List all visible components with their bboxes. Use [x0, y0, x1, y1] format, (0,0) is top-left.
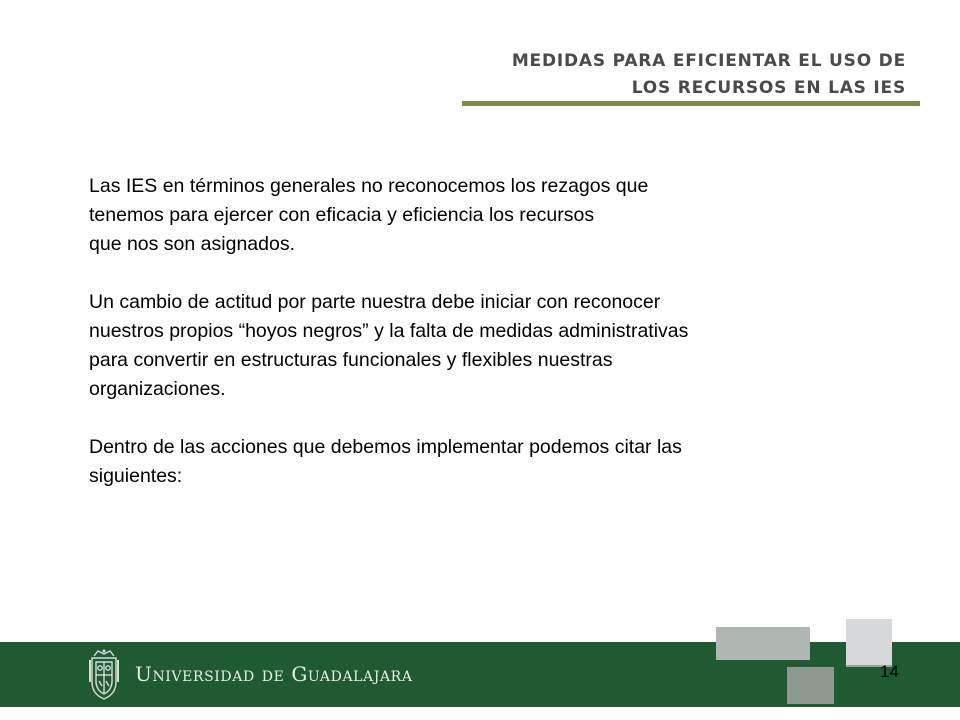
paragraph-3: [89, 433, 849, 491]
paragraph-2-line-2: nuestros propios “hoyos negros” y la falta de medidas administrativas: [89, 320, 689, 342]
decorative-square: [716, 627, 810, 660]
paragraph-2: [89, 288, 849, 404]
footer-bottom-strip: [0, 707, 960, 720]
paragraph-2-line-3: para convertir en estructuras funcionales y flexibles nuestras: [89, 349, 613, 371]
paragraph-2-line-1: Un cambio de actitud por parte nuestra debe iniciar con reconocer: [89, 291, 661, 313]
paragraph-1-line-1: Las IES en términos generales no reconocemos los rezagos que: [89, 175, 649, 197]
paragraph-1-line-2: tenemos para ejercer con eficacia y eficiencia los recursos: [89, 204, 595, 226]
paragraph-3-line-2: siguientes:: [89, 465, 183, 487]
university-name: [135, 662, 413, 686]
page-number: 14: [880, 662, 899, 681]
slide-title-line-2: LOS RECURSOS EN LAS IES: [631, 78, 906, 98]
paragraph-2-line-4: organizaciones.: [89, 378, 226, 400]
university-seal-icon: [86, 648, 122, 702]
paragraph-1-line-3: que nos son asignados.: [89, 233, 295, 255]
university-name-part-1: Universidad de: [135, 662, 292, 686]
slide-title-line-1: MEDIDAS PARA EFICIENTAR EL USO DE: [511, 51, 906, 71]
paragraph-1: [89, 172, 849, 259]
decorative-square: [787, 667, 834, 704]
paragraph-3-line-1: Dentro de las acciones que debemos implementar podemos citar las: [89, 436, 682, 458]
university-name-part-2: Guadalajara: [291, 662, 413, 686]
decorative-square: [846, 619, 892, 665]
slide-title: [512, 48, 906, 102]
slide-body: [89, 172, 849, 520]
title-underline: [462, 101, 920, 106]
